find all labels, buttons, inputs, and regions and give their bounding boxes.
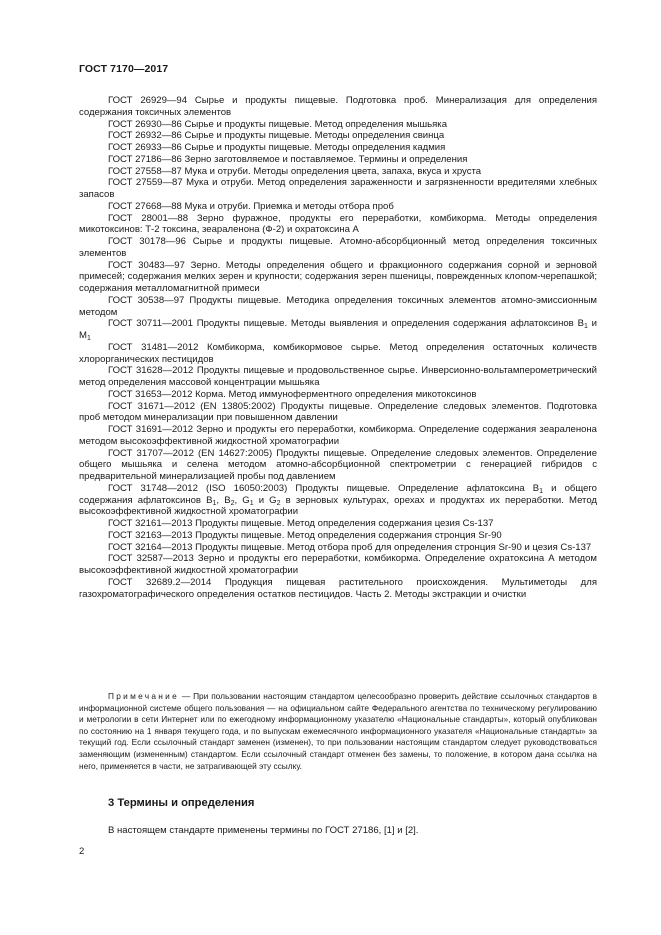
normative-references-list — [79, 95, 597, 600]
reference-item: ГОСТ 32689.2—2014 Продукция пищевая растительного происхождения. Мультиметоды для газохроматографического определения остатков пестицидов. Часть 2. Методы экстракции и очистки — [79, 576, 597, 600]
reference-text-part: ГОСТ 30711—2001 Продукты пищевые. Методы выявления и определения содержания афлатоксинов В — [108, 318, 584, 330]
reference-item: ГОСТ 31691—2012 Зерно и продукты его переработки, комбикорма. Определение содержания зеараленона методом высокоэффективной жидкостной хроматографии — [79, 424, 597, 447]
reference-item — [79, 483, 597, 518]
reference-item: ГОСТ 26932—86 Сырье и продукты пищевые. Методы определения свинца — [108, 130, 445, 142]
note-paragraph — [79, 691, 597, 772]
reference-item: ГОСТ 26929—94 Сырье и продукты пищевые. Подготовка проб. Минерализация для определения содержания токсичных элементов — [79, 95, 597, 118]
reference-text-part: , G — [234, 494, 250, 506]
reference-item: ГОСТ 27559—87 Мука и отруби. Метод определения зараженности и загрязненности вредителями хлебных запасов — [79, 177, 597, 200]
reference-item: ГОСТ 27186—86 Зерно заготовляемое и поставляемое. Термины и определения — [108, 153, 468, 165]
note-label: Примечание — [108, 691, 180, 701]
subscript-index: 1 — [212, 499, 217, 507]
section-paragraph: В настоящем стандарте применены термины по ГОСТ 27186, [1] и [2]. — [108, 825, 419, 836]
reference-item: ГОСТ 32163—2013 Продукты пищевые. Метод определения содержания стронция Sr-90 — [108, 529, 502, 541]
subscript-index: 1 — [249, 499, 254, 507]
reference-item: ГОСТ 28001—88 Зерно фуражное, продукты его переработки, комбикорма. Методы определения микотоксинов: Т-2 токсина, зеараленона (Ф-2) и охратоксина А — [79, 212, 597, 236]
reference-item: ГОСТ 32161—2013 Продукты пищевые. Метод определения содержания цезия Cs-137 — [108, 518, 494, 529]
reference-item: ГОСТ 30538—97 Продукты пищевые. Методика определения токсичных элементов атомно-эмиссионным методом — [79, 294, 597, 318]
reference-text-part: и G — [253, 494, 277, 506]
reference-text-part: и М — [79, 318, 597, 341]
reference-text-part: в зерновых культурах, орехах и продуктах их переработки. Метод высокоэффективной жидкостной хроматографии — [79, 494, 597, 518]
reference-item: ГОСТ 31653—2012 Корма. Метод иммуноферментного определения микотоксинов — [108, 388, 477, 400]
running-header: ГОСТ 7170—2017 — [79, 63, 169, 75]
subscript-index: 1 — [583, 323, 588, 331]
reference-text-part: и общего содержания афлатоксинов В — [79, 482, 597, 506]
reference-item: ГОСТ 26930—86 Сырье и продукты пищевые. Метод определения мышьяка — [108, 118, 447, 130]
reference-text-part: , В — [216, 494, 231, 506]
reference-item: ГОСТ 32164—2013 Продукты пищевые. Метод отбора проб для определения стронция Sr-90 и цезия Cs-137 — [108, 541, 592, 553]
subscript-index: 1 — [539, 487, 544, 495]
section-heading: 3 Термины и определения — [108, 797, 255, 809]
reference-item: ГОСТ 31707—2012 (EN 14627:2005) Продукты пищевые. Определение следовых элементов. Определение общего мышьяка и селена методом атомно-абсорбционной спектрометрии с генерацией гибридов с предварительной минерализацией пробы под давлением — [79, 447, 597, 482]
subscript-index: 1 — [86, 335, 91, 342]
reference-item: ГОСТ 27668—88 Мука и отруби. Приемка и методы отбора проб — [108, 200, 394, 212]
reference-item: ГОСТ 26933—86 Сырье и продукты пищевые. Методы определения кадмия — [108, 142, 446, 153]
reference-item: ГОСТ 31628—2012 Продукты пищевые и продовольственное сырье. Инверсионно-вольтамперометрический метод определения массовой концентрации мышьяка — [79, 365, 597, 388]
reference-item — [79, 318, 597, 342]
note-text: — При пользовании настоящим стандартом целесообразно проверить действие ссылочных стандартов в информационной системе общего пользования — на официальном сайте Федерального агентства по техническому регулированию и метрологии в сети Интернет или по ежегодному информационному указателю «Национальные стандарты», который опубликован по состоянию на 1 января текущего года, и по выпускам ежемесячного информационного указателя «Национальные стандарты» за текущий год. Если ссылочный стандарт заменен (изменен), то при пользовании настоящим стандартом следует руководствоваться заменяющим (измененным) стандартом. Если ссылочный стандарт отменен без замены, то положение, в котором дана ссылка на него, применяется в части, не затрагивающей эту ссылку. — [79, 691, 597, 771]
reference-item: ГОСТ 31671—2012 (EN 13805:2002) Продукты пищевые. Определение следовых элементов. Подготовка проб методом минерализации при повышенном давлении — [79, 400, 597, 424]
reference-item: ГОСТ 31481—2012 Комбикорма, комбикормовое сырье. Метод определения остаточных количеств хлорорганических пестицидов — [79, 341, 597, 365]
subscript-index: 2 — [230, 499, 235, 507]
reference-item: ГОСТ 32587—2013 Зерно и продукты его переработки, комбикорма. Определение охратоксина А методом высокоэффективной жидкостной хроматографии — [79, 553, 597, 576]
reference-text-part: ГОСТ 31748—2012 (ISO 16050:2003) Продукты пищевые. Определение афлатоксина В — [108, 482, 540, 494]
page-number: 2 — [79, 846, 85, 857]
subscript-index: 2 — [276, 499, 281, 507]
reference-item: ГОСТ 30178—96 Сырье и продукты пищевые. Атомно-абсорбционный метод определения токсичных элементов — [79, 236, 597, 259]
reference-item: ГОСТ 27558—87 Мука и отруби. Методы определения цвета, запаха, вкуса и хруста — [108, 165, 482, 177]
reference-item: ГОСТ 30483—97 Зерно. Методы определения общего и фракционного содержания сорной и зерновой примесей; содержания мелких зерен и крупности; содержания зерен пшеницы, поврежденных клопом-черепашкой; содержания металломагнитной примеси — [79, 259, 597, 294]
